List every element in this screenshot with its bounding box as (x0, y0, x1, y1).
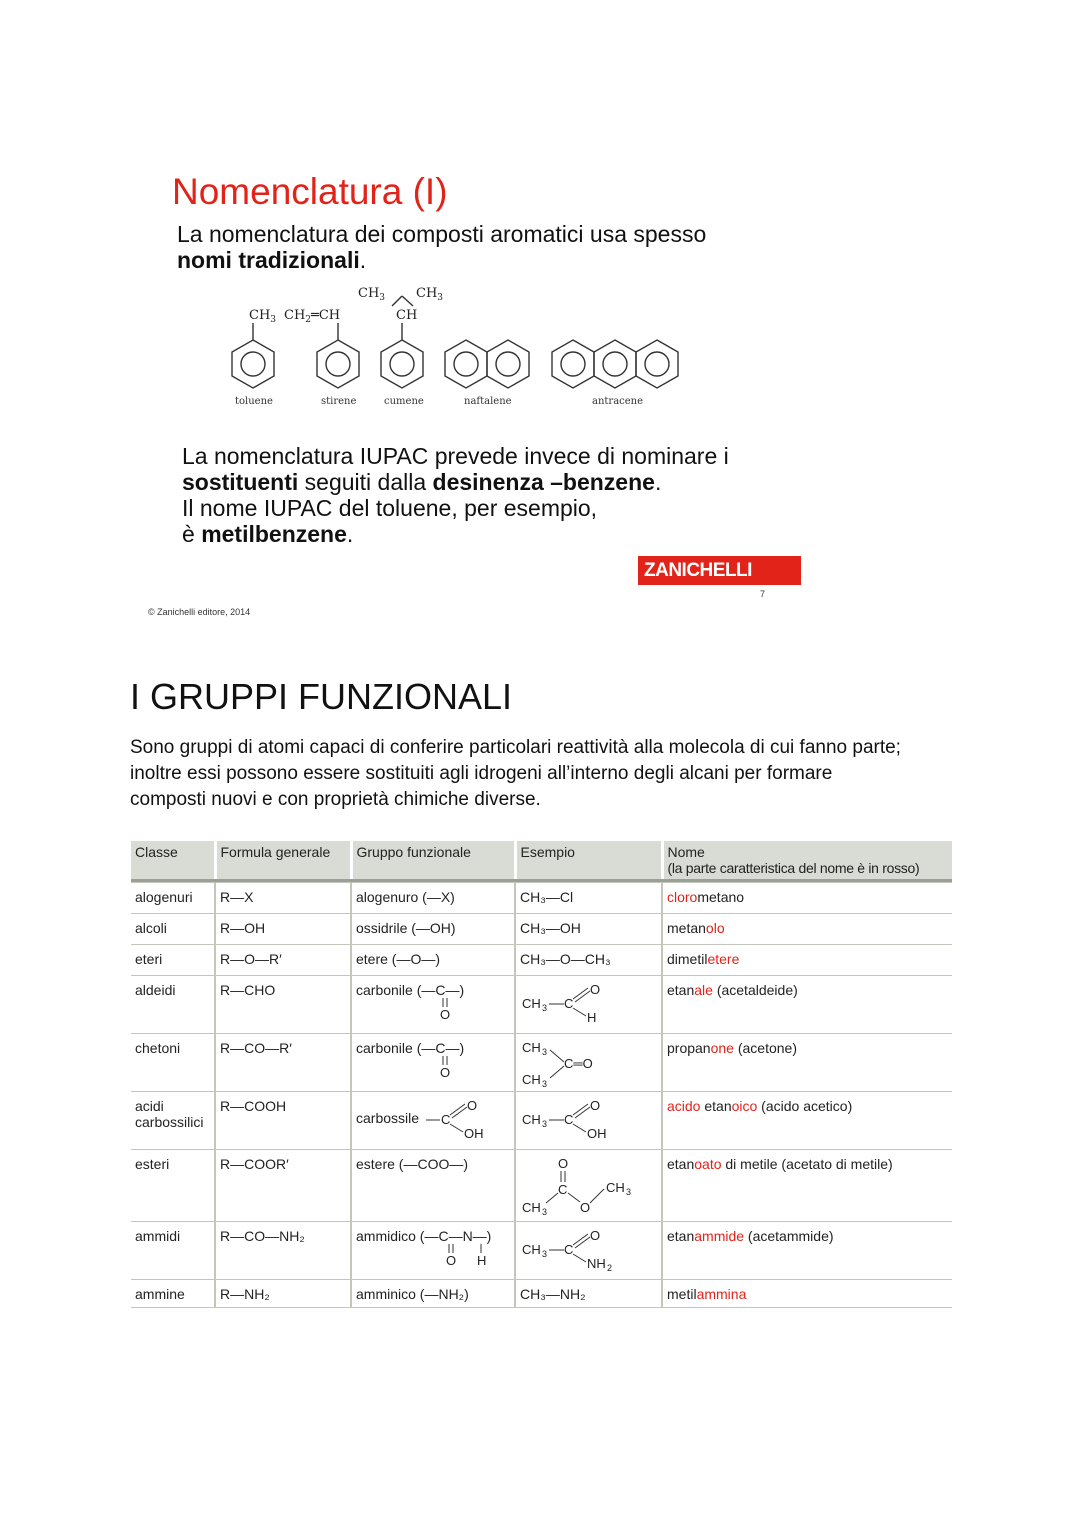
svg-text:OH: OH (464, 1126, 484, 1141)
name-pre: metan (667, 920, 706, 936)
svg-text:O: O (580, 1200, 591, 1215)
intro-sentence-3: composti nuovi e con proprietà chimiche diverse. (130, 789, 541, 810)
cell-esempio (515, 1092, 662, 1150)
carbonyl-oxygen-mark (356, 998, 476, 1020)
svg-text:C: C (564, 1112, 574, 1127)
cell-classe: ammidi (131, 1222, 215, 1280)
svg-text:H: H (587, 1010, 597, 1025)
section-title: I GRUPPI FUNZIONALI (130, 676, 513, 717)
cell-esempio (515, 1034, 662, 1092)
svg-text:C: C (558, 1182, 568, 1197)
cell-gruppo (351, 976, 515, 1034)
table-row (131, 1150, 952, 1222)
cell-esempio: CH₃—OH (515, 914, 662, 945)
carboxyl-structure (356, 1098, 496, 1146)
amide-marks (356, 1244, 506, 1266)
svg-text:C: C (441, 1112, 451, 1127)
copyright: © Zanichelli editore, 2014 (148, 607, 251, 617)
name-rest: di metile (acetato di metile) (721, 1156, 893, 1172)
svg-text:CH: CH (522, 1242, 541, 1257)
name-pre: etan (667, 982, 695, 998)
antracene-ring-3 (636, 340, 678, 388)
page-number: 7 (760, 589, 766, 599)
cell-esempio (515, 1222, 662, 1280)
header-formula: Formula generale (215, 841, 351, 879)
name-pre: propan (667, 1040, 711, 1056)
svg-text:CH3: $CH_3$ (358, 286, 386, 303)
cell-esempio (515, 976, 662, 1034)
cell-gruppo (351, 1222, 515, 1280)
svg-text:CH3: $CH_3$ (416, 286, 444, 303)
svg-text:C: C (564, 1242, 574, 1257)
name-red: ale (694, 982, 713, 998)
name-rest: metano (697, 889, 745, 905)
cell-nome (662, 1092, 952, 1150)
header-nome-note: (la parte caratteristica del nome è in rosso) (667, 860, 920, 876)
cell-gruppo: estere (—COO—) (351, 1150, 515, 1222)
svg-text:O: O (467, 1098, 478, 1113)
toluene-label: toluene (235, 396, 273, 407)
cell-nome (662, 976, 952, 1034)
antracene-ring-1 (552, 340, 594, 388)
header-gruppo: Gruppo funzionale (351, 841, 515, 879)
cell-gruppo: etere (—O—) (351, 945, 515, 976)
aromatic-compounds-diagram (0, 0, 1080, 420)
cumene-ring (381, 340, 423, 388)
cell-formula: R—COOR′ (215, 1150, 351, 1222)
cell-formula: R—OH (215, 914, 351, 945)
cell-esempio: CH₃—NH₂ (515, 1280, 662, 1308)
iupac-bold-2: desinenza –benzene (432, 469, 655, 495)
name-red-2: oico (731, 1098, 758, 1114)
stirene-label: stirene (321, 396, 357, 407)
name-rest: (acetaldeide) (712, 982, 798, 998)
gruppo-label: carbossile (356, 1110, 420, 1126)
name-red: ammina (696, 1286, 747, 1302)
toluene-ring-circle (241, 352, 265, 376)
table-row (131, 1280, 952, 1308)
cell-classe: alogenuri (131, 883, 215, 914)
header-nome (662, 841, 952, 879)
svg-text:C═O: C═O (564, 1056, 593, 1071)
iupac-line-3: Il nome IUPAC del toluene, per esempio, (182, 495, 598, 521)
svg-text:CH: CH (606, 1180, 625, 1195)
table-row (131, 1092, 952, 1150)
name-pre: etan (667, 1156, 695, 1172)
table-row (131, 1222, 952, 1280)
svg-text:O: O (590, 1098, 601, 1113)
iupac-period: . (654, 469, 662, 495)
cell-classe: chetoni (131, 1034, 215, 1092)
svg-text:C: C (564, 996, 574, 1011)
svg-text:3: 3 (542, 1119, 548, 1129)
iupac-line-2 (182, 469, 661, 495)
cell-nome (662, 945, 952, 976)
cell-classe: alcoli (131, 914, 215, 945)
svg-text:2: 2 (607, 1263, 613, 1273)
cell-formula: R—X (215, 883, 351, 914)
svg-text:CH: CH (522, 1072, 541, 1087)
name-pre: metil (667, 1286, 697, 1302)
gruppo-label: ammidico (—C—N—) (356, 1228, 492, 1244)
iupac-e: è (182, 521, 202, 547)
name-red: ammide (694, 1228, 745, 1244)
svg-text:CH: CH (522, 1112, 541, 1127)
cell-formula: R—NH₂ (215, 1280, 351, 1308)
table-row (131, 1034, 952, 1092)
acetaldehyde-structure (520, 982, 630, 1030)
naftalene-label: naftalene (464, 396, 512, 407)
cell-classe: aldeidi (131, 976, 215, 1034)
svg-text:O: O (590, 982, 601, 997)
methyl-acetate-structure (520, 1156, 640, 1218)
header-esempio: Esempio (515, 841, 662, 879)
cell-gruppo: amminico (—NH₂) (351, 1280, 515, 1308)
iupac-bold-3: metilbenzene (201, 521, 347, 547)
iupac-period-2: . (346, 521, 354, 547)
header-nome-label: Nome (667, 844, 705, 860)
svg-text:O: O (590, 1228, 601, 1243)
name-red: etere (707, 951, 740, 967)
name-mid: etan (700, 1098, 732, 1114)
gruppo-label: carbonile (—C—) (356, 1040, 465, 1056)
cell-formula: R—CHO (215, 976, 351, 1034)
cell-classe: eteri (131, 945, 215, 976)
intro-bold: nomi tradizionali (177, 247, 360, 273)
cell-nome (662, 883, 952, 914)
cell-formula: R—CO—NH₂ (215, 1222, 351, 1280)
intro-line-1: La nomenclatura dei composti aromatici usa spesso (177, 221, 707, 247)
name-red: acido (667, 1098, 701, 1114)
antracene-ring-2 (594, 340, 636, 388)
cell-classe: esteri (131, 1150, 215, 1222)
cell-gruppo (351, 1092, 515, 1150)
cumene-label: cumene (384, 396, 424, 407)
name-red: one (710, 1040, 734, 1056)
name-red: olo (705, 920, 725, 936)
cell-nome (662, 1280, 952, 1308)
cell-formula: R—CO—R′ (215, 1034, 351, 1092)
iupac-line-1: La nomenclatura IUPAC prevede invece di nominare i (182, 443, 729, 469)
toluene-ring (232, 340, 274, 388)
cell-esempio: CH₃—Cl (515, 883, 662, 914)
name-rest: (acido acetico) (757, 1098, 853, 1114)
svg-text:O: O (558, 1156, 569, 1171)
header-classe: Classe (131, 841, 215, 879)
intro-sentence-1: Sono gruppi di atomi capaci di conferire particolari reattività alla molecola di cui fanno parte; (130, 737, 901, 758)
svg-text:O: O (440, 1007, 451, 1020)
svg-text:3: 3 (542, 1047, 548, 1057)
table-row (131, 883, 952, 914)
cell-formula: R—COOH (215, 1092, 351, 1150)
name-red: oato (694, 1156, 722, 1172)
svg-text:O: O (440, 1065, 451, 1078)
iupac-mid: seguiti dalla (298, 469, 433, 495)
cell-classe: acidi carbossilici (131, 1092, 215, 1150)
section-intro (130, 735, 960, 813)
acetic-acid-structure (520, 1098, 630, 1146)
naftalene-ring-1 (445, 340, 487, 388)
svg-text:CH3: $CH_3$ (249, 308, 277, 325)
acetamide-structure (520, 1228, 630, 1276)
intro-sentence-2: inoltre essi possono essere sostituiti agli idrogeni all’interno degli alcani per formare (130, 763, 833, 784)
slide-title: Nomenclatura (I) (172, 171, 448, 212)
carbonyl-oxygen-mark (356, 1056, 476, 1078)
cell-gruppo: alogenuro (—X) (351, 883, 515, 914)
cell-esempio (515, 1150, 662, 1222)
name-rest: (acetone) (733, 1040, 797, 1056)
cell-gruppo (351, 1034, 515, 1092)
svg-text:CH: CH (522, 1040, 541, 1055)
name-pre: dimetil (667, 951, 708, 967)
antracene-label: antracene (592, 396, 644, 407)
iupac-line-4 (182, 521, 353, 547)
functional-groups-table (131, 841, 952, 1308)
svg-text:3: 3 (542, 1207, 548, 1217)
zanichelli-logo: ZANICHELLI (638, 556, 801, 585)
svg-text:O: O (446, 1253, 457, 1266)
svg-text:3: 3 (542, 1079, 548, 1088)
cell-nome (662, 1150, 952, 1222)
name-rest: (acetammide) (744, 1228, 834, 1244)
svg-text:CH: CH (396, 308, 418, 323)
svg-text:CH2═CH: $CH_2═CH$ (284, 308, 341, 325)
table-row (131, 914, 952, 945)
cell-nome (662, 1034, 952, 1092)
intro-period: . (359, 247, 367, 273)
cell-esempio: CH₃—O—CH₃ (515, 945, 662, 976)
cell-nome (662, 914, 952, 945)
iupac-bold-1: sostituenti (182, 469, 299, 495)
svg-text:OH: OH (587, 1126, 607, 1141)
svg-text:CH: CH (522, 996, 541, 1011)
cell-formula: R—O—R′ (215, 945, 351, 976)
svg-text:NH: NH (587, 1256, 606, 1271)
svg-text:CH: CH (522, 1200, 541, 1215)
cell-classe: ammine (131, 1280, 215, 1308)
cell-gruppo: ossidrile (—OH) (351, 914, 515, 945)
acetone-structure (520, 1040, 630, 1088)
cell-nome (662, 1222, 952, 1280)
table-row (131, 945, 952, 976)
svg-text:3: 3 (626, 1187, 632, 1197)
svg-text:3: 3 (542, 1003, 548, 1013)
naftalene-ring-2 (487, 340, 529, 388)
table-row (131, 976, 952, 1034)
name-red: cloro (667, 889, 698, 905)
gruppo-label: carbonile (—C—) (356, 982, 465, 998)
svg-text:H: H (477, 1253, 487, 1266)
stirene-ring (317, 340, 359, 388)
svg-text:3: 3 (542, 1249, 548, 1259)
name-pre: etan (667, 1228, 695, 1244)
